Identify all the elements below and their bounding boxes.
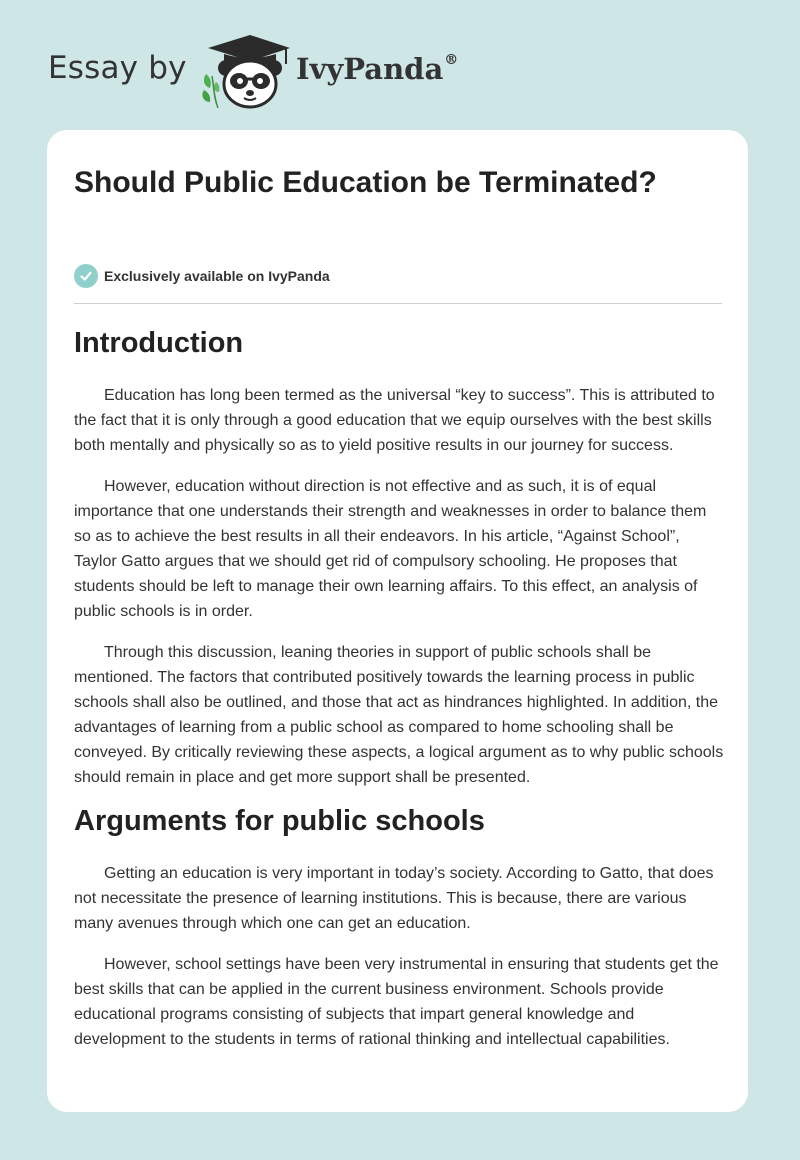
section-heading-arguments: Arguments for public schools — [74, 805, 485, 837]
paragraph: Education has long been termed as the universal “key to success”. This is attributed to the fact that it is only through a good education that we equip ourselves with the best skills both mentally and physically so as to yield positive results in our journey for success. — [74, 387, 715, 454]
panda-graduate-logo-icon[interactable] — [200, 32, 292, 110]
exclusive-label: Exclusively available on IvyPanda — [104, 268, 330, 284]
essay-card — [47, 130, 748, 1112]
page-title: Should Public Education be Terminated? — [74, 166, 657, 199]
paragraph: However, school settings have been very instrumental in ensuring that students get the best skills that can be applied in the current business environment. Schools provide educational programs consisting of subjects that impart general knowledge and development to the students in terms of rational thinking and intellectual capabilities. — [74, 956, 719, 1048]
paragraph: Getting an education is very important in today’s society. According to Gatto, that does not necessitate the presence of learning institutions. This is because, there are various many avenues through which one can get an education. — [74, 865, 714, 932]
ivypanda-brand[interactable] — [296, 52, 458, 86]
paragraph: Through this discussion, leaning theories in support of public schools shall be mentioned. The factors that contributed positively towards the learning process in public schools shall also be outlined, and those that act as hindrances highlighted. In addition, the advantages of learning from a public school as compared to home schooling shall be conveyed. By critically reviewing these aspects, a logical argument as to why public schools should remain in place and get more support shall be presented. — [74, 644, 724, 786]
section-heading-introduction: Introduction — [74, 327, 244, 359]
essay-body — [74, 322, 724, 1052]
brand-name: IvyPanda — [296, 52, 444, 86]
paragraph: However, education without direction is not effective and as such, it is of equal importance that one understands their strength and weaknesses in order to balance them so as to achieve the best results in all their endeavors. In his article, “Against School”, Taylor Gatto argues that we should get rid of compulsory schooling. He proposes that students should be left to manage their own learning affairs. To this effect, an analysis of public schools is in order. — [74, 478, 707, 620]
essay-by-label: Essay by — [48, 50, 187, 86]
site-header — [0, 0, 800, 130]
title-divider — [74, 303, 722, 304]
registered-mark: ® — [444, 52, 459, 69]
exclusive-badge — [74, 264, 330, 288]
check-icon — [74, 264, 98, 288]
ivy-leaf-icon — [202, 74, 219, 108]
